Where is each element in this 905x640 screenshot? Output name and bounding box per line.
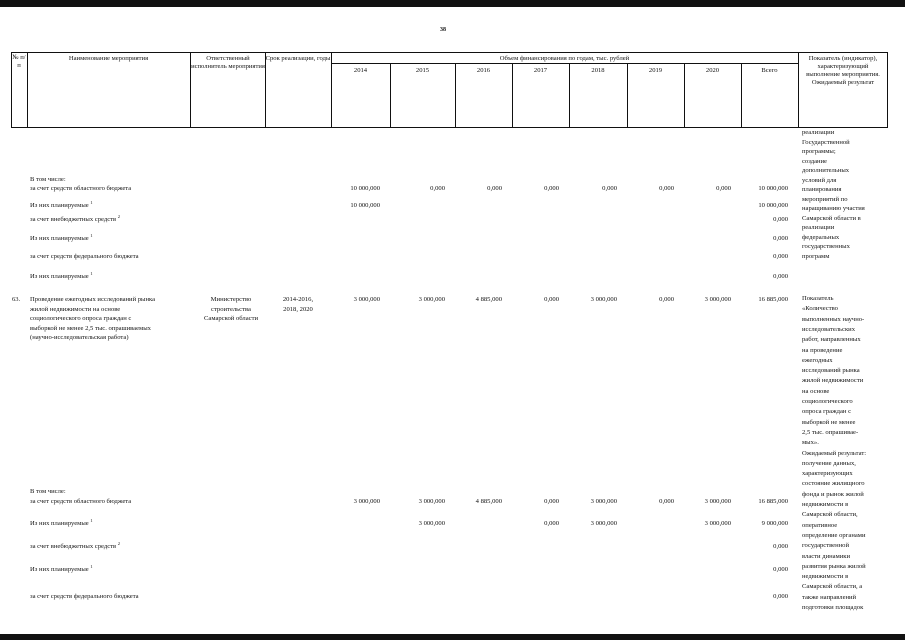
footnote-mark: 2	[117, 540, 121, 546]
indicator-line: исследовательских	[802, 325, 856, 333]
value-cell: 16 885,000	[758, 296, 788, 303]
indicator-line: Ожидаемый результат:	[802, 449, 867, 457]
year-header: 2020	[705, 67, 720, 74]
header-funding: Объем финансирования по годам, тыс. рублей	[499, 55, 630, 62]
indicator-line: наращиванию участия	[802, 205, 865, 212]
indicator-line: Самарской области, а	[802, 583, 863, 591]
indicator-line: на проведение	[802, 346, 843, 354]
footnote-mark: 1	[90, 232, 93, 238]
value-cell: 4 885,000	[475, 296, 502, 303]
year-header: Всего	[761, 67, 778, 74]
header-num: № п/п	[12, 54, 26, 69]
term-line: 2014-2016,	[282, 296, 314, 303]
indicator-line: исследований рынка	[802, 367, 860, 375]
executor-line: Самарской области	[204, 315, 258, 322]
indicator-line: планирования	[802, 186, 842, 193]
year-header: 2018	[591, 67, 605, 74]
source-label	[30, 593, 139, 601]
source-label-text: за счет средств областного бюджета	[30, 185, 132, 192]
source-label	[30, 185, 131, 193]
indicator-line: определение органами	[802, 531, 866, 539]
indicator-line: власти динамики	[802, 552, 851, 560]
source-label	[30, 270, 93, 281]
item-name-line: социологического опроса граждан с	[30, 315, 132, 322]
value-cell: 3 000,000	[590, 296, 617, 303]
grid-vline	[887, 52, 888, 128]
top-border	[0, 0, 905, 7]
footnote-mark: 1	[90, 199, 93, 205]
indicator-line: работ, направленных	[802, 336, 861, 344]
value-cell: 0,000	[544, 498, 559, 505]
indicator-line: ежегодных	[802, 356, 833, 364]
indicator-line: недвижимости в	[802, 573, 849, 581]
bottom-border	[0, 634, 905, 640]
value-cell: 0,000	[659, 296, 674, 303]
item-name-line: (научно-исследовательская работа)	[30, 334, 129, 341]
value-cell: 3 000,000	[704, 498, 731, 505]
executor-line: Министерство	[210, 296, 252, 303]
item-name-line: жилой недвижимости на основе	[30, 305, 121, 313]
indicator-line: недвижимости в	[802, 501, 849, 508]
value-cell: 10 000,000	[758, 185, 788, 192]
indicator-line: развития рынка жилой	[802, 562, 866, 570]
footnote-mark: 2	[117, 213, 121, 219]
source-label-text: за счет внебюджетных средств	[30, 543, 117, 550]
indicator-line: получение данных,	[802, 459, 856, 467]
source-label-text: за счет средств федерального бюджета	[30, 253, 139, 260]
value-cell: 0,000	[773, 235, 788, 242]
value-cell: 0,000	[659, 185, 674, 192]
source-label-text: Из них планируемые	[30, 566, 89, 573]
item-name-line: выборкой не менее 2,5 тыс. опрашиваемых	[30, 324, 151, 332]
value-cell: 3 000,000	[590, 498, 617, 505]
year-header: 2016	[476, 67, 491, 74]
value-cell: 3 000,000	[418, 498, 445, 505]
indicator-line: Самарской области,	[802, 511, 858, 519]
indicator-line: создание	[802, 157, 827, 165]
value-cell: 10 000,000	[350, 185, 380, 192]
header-name: Наименование мероприятия	[68, 55, 149, 62]
value-cell: 3 000,000	[704, 520, 731, 527]
source-label-text: Из них планируемые	[30, 202, 89, 209]
source-label-text: Из них планируемые	[30, 273, 89, 280]
indicator-line: выборкой не менее	[802, 418, 856, 426]
including-label: В том числе:	[30, 488, 66, 495]
value-cell: 0,000	[773, 253, 788, 260]
year-header: 2014	[353, 67, 368, 74]
indicator-line: программ	[802, 252, 830, 260]
year-header: 2019	[648, 67, 663, 74]
value-cell: 0,000	[602, 185, 617, 192]
indicator-line: государственной	[802, 542, 849, 550]
indicator-line: государственных	[802, 243, 850, 250]
source-label	[30, 498, 131, 506]
value-cell: 0,000	[544, 296, 559, 303]
indicator-line: подготовки площадок	[802, 604, 864, 611]
indicator-line: на основе	[802, 387, 830, 395]
source-label-text: за счет средств федерального бюджета	[30, 593, 139, 600]
value-cell: 0,000	[430, 185, 445, 192]
grid-vline	[265, 52, 266, 128]
footnote-mark: 1	[90, 563, 93, 569]
value-cell: 3 000,000	[704, 296, 731, 303]
indicator-line: реализации	[802, 129, 835, 136]
grid-vline	[27, 52, 28, 128]
value-cell: 0,000	[544, 520, 559, 527]
indicator-line: также направлений	[802, 593, 857, 601]
indicator-line: 2,5 тыс. опрашивае-	[802, 428, 859, 436]
source-label-text: Из них планируемые	[30, 520, 89, 527]
grid-hline	[11, 52, 887, 53]
footnote-mark: 1	[90, 517, 93, 523]
indicator-line: выполненных научно-	[802, 315, 865, 323]
indicator-line: Показатель	[802, 295, 834, 302]
value-cell: 3 000,000	[353, 296, 380, 303]
footnote-mark: 1	[90, 270, 93, 276]
indicator-line: оперативное	[802, 521, 838, 529]
term-line: 2018, 2020	[283, 305, 313, 313]
indicator-line: фонда и рынок жилой	[802, 490, 864, 498]
value-cell: 9 000,000	[761, 520, 788, 527]
indicator-line: состояние жилищного	[802, 480, 865, 488]
value-cell: 3 000,000	[418, 296, 445, 303]
including-label: В том числе:	[30, 176, 66, 183]
source-label	[30, 253, 139, 261]
year-header: 2015	[415, 67, 430, 74]
source-label	[30, 199, 93, 210]
value-cell: 0,000	[659, 498, 674, 505]
indicator-line: дополнительных	[802, 167, 850, 174]
value-cell: 0,000	[773, 593, 788, 600]
source-label-text: за счет внебюджетных средств	[30, 216, 117, 223]
indicator-line: условий для	[802, 176, 837, 184]
indicator-line: Государственной	[802, 138, 850, 146]
value-cell: 0,000	[773, 273, 788, 280]
source-label	[30, 213, 121, 224]
indicator-line: характеризующих	[802, 470, 853, 478]
value-cell: 3 000,000	[590, 520, 617, 527]
value-cell: 10 000,000	[350, 202, 380, 209]
value-cell: 4 885,000	[475, 498, 502, 505]
source-label	[30, 232, 93, 243]
indicator-line: социологического	[802, 398, 853, 405]
indicator-line: мых».	[802, 439, 819, 447]
indicator-line: программы;	[802, 148, 836, 155]
source-label-text: Из них планируемые	[30, 235, 89, 242]
indicator-line: жилой недвижимости	[802, 377, 864, 385]
value-cell: 0,000	[773, 566, 788, 573]
indicator-line: реализации	[802, 224, 835, 231]
indicator-line: федеральных	[802, 233, 840, 241]
grid-hline	[11, 127, 887, 128]
header-executor: Ответственный исполнитель мероприятия	[191, 55, 265, 70]
indicator-line: опроса граждан с	[802, 408, 852, 416]
grid-vline	[331, 52, 332, 128]
source-label	[30, 540, 121, 551]
source-label	[30, 517, 93, 528]
value-cell: 16 885,000	[758, 498, 788, 505]
item-name-line: Проведение ежегодных исследований рынка	[30, 296, 156, 303]
value-cell: 0,000	[773, 543, 788, 550]
value-cell: 3 000,000	[353, 498, 380, 505]
year-header: 2017	[533, 67, 548, 74]
indicator-line: Самарской области в	[802, 214, 861, 222]
value-cell: 0,000	[773, 216, 788, 223]
source-label-text: за счет средств областного бюджета	[30, 498, 132, 505]
value-cell: 10 000,000	[758, 202, 788, 209]
executor-line: строительства	[211, 305, 251, 313]
indicator-line: мероприятий по	[802, 195, 848, 203]
header-indicator: Показатель (индикатор), характеризующий выполнение мероприятия. Ожидаемый результат	[806, 55, 880, 86]
value-cell: 0,000	[716, 185, 731, 192]
value-cell: 3 000,000	[418, 520, 445, 527]
value-cell: 0,000	[544, 185, 559, 192]
indicator-line: «Количество	[802, 305, 838, 313]
header-term: Срок реализации, годы	[265, 55, 331, 62]
item-number: 63.	[12, 296, 21, 303]
value-cell: 0,000	[487, 185, 502, 192]
page-number: 38	[440, 27, 446, 33]
grid-vline	[798, 52, 799, 128]
grid-hline	[331, 63, 798, 64]
source-label	[30, 563, 93, 574]
